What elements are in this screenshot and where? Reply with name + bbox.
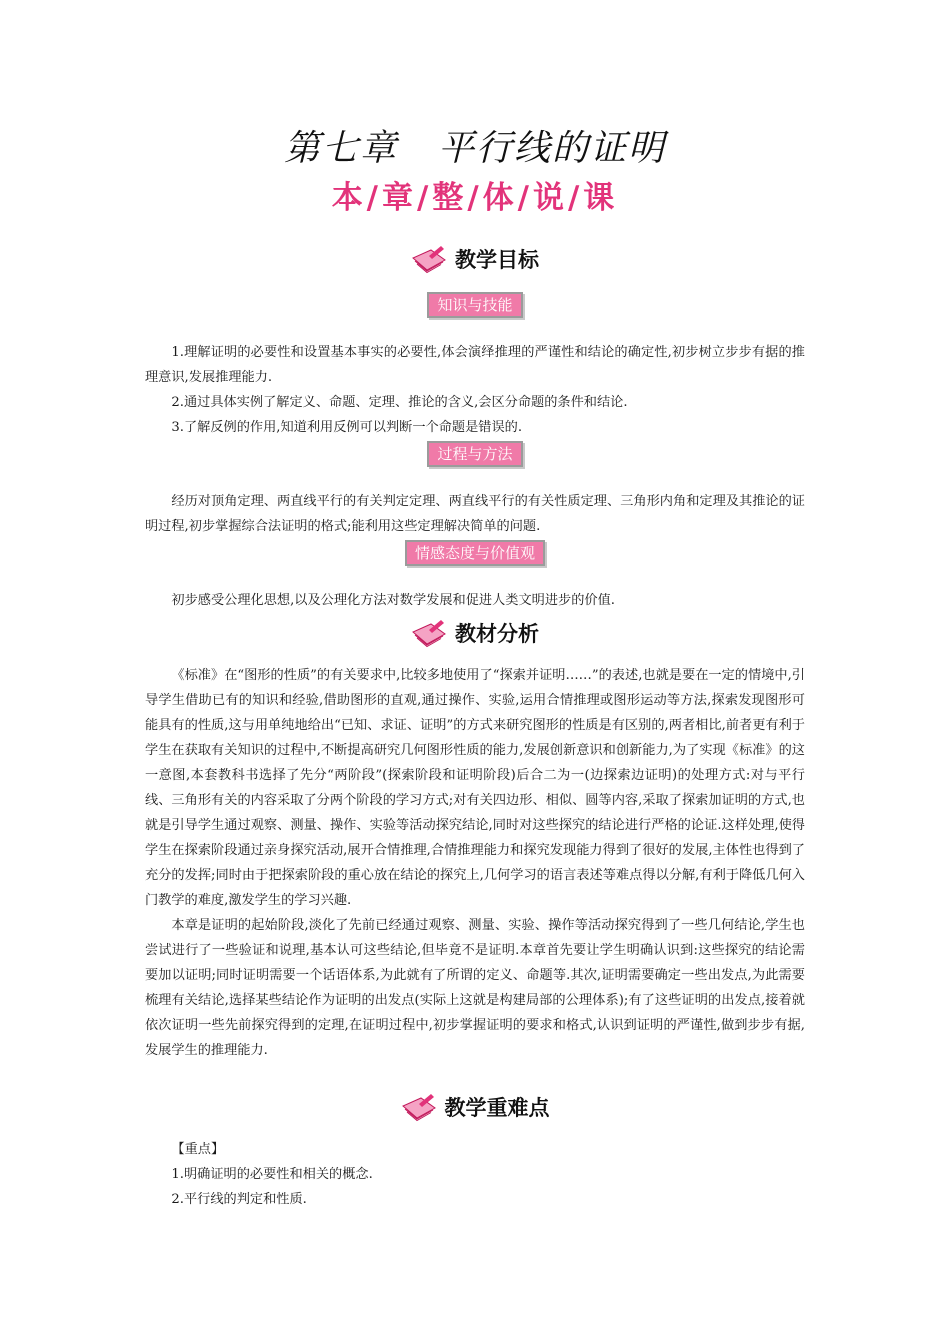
knowledge-item: 2.通过具体实例了解定义、命题、定理、推论的含义,会区分命题的条件和结论. <box>171 395 628 410</box>
analysis-text <box>145 663 805 1063</box>
badge-attitude-wrap <box>0 540 950 566</box>
chapter-number: 第七章 <box>283 128 398 169</box>
badge-knowledge-wrap <box>0 292 950 318</box>
attitude-text <box>145 588 805 613</box>
section-title: 教材分析 <box>455 622 539 646</box>
book-pen-icon <box>401 1092 437 1122</box>
chapter-subtitle: 本/章/整/体/说/课 <box>331 180 619 216</box>
badge-process-wrap <box>0 441 950 467</box>
section-heading-keypoints <box>0 1092 950 1126</box>
knowledge-item: 1.理解证明的必要性和设置基本事实的必要性,体会演绎推理的严谨性和结论的确定性,初步树立步步有据的推理意识,发展推理能力. <box>145 345 805 385</box>
badge-process: 过程与方法 <box>427 441 522 467</box>
keypoints-label: 【重点】 <box>171 1142 225 1157</box>
chapter-name: 平行线的证明 <box>438 128 667 169</box>
chapter-title <box>0 120 950 171</box>
badge-knowledge: 知识与技能 <box>427 292 522 318</box>
keypoints-text <box>145 1137 805 1212</box>
book-pen-icon <box>411 618 447 648</box>
badge-attitude: 情感态度与价值观 <box>405 540 545 566</box>
knowledge-item: 3.了解反例的作用,知道利用反例可以判断一个命题是错误的. <box>171 420 523 435</box>
section-heading-analysis <box>0 618 950 652</box>
section-title: 教学重难点 <box>444 1096 550 1120</box>
book-pen-icon <box>411 244 447 274</box>
process-text <box>145 489 805 539</box>
section-title: 教学目标 <box>455 248 539 272</box>
section-heading-goals <box>0 244 950 278</box>
knowledge-items <box>145 340 805 440</box>
analysis-paragraph: 《标准》在“图形的性质”的有关要求中,比较多地使用了“探索并证明……”的表述,也就是要在一定的情境中,引导学生借助已有的知识和经验,借助图形的直观,通过操作、实验,运用合情推理或图形运动等方法,探索发现图形可能具有的性质,这与用单纯地给出“已知、求证、证明”的方式来研究图形的性质是有区别的,两者相比,前者更有利于学生在获取有关知识的过程中,不断提高研究几何图形性质的能力,发展创新意识和创新能力,为了实现《标准》的这一意图,本套教科书选择了先分“两阶段”(探索阶段和证明阶段)后合二为一(边探索边证明)的处理方式:对与平行线、三角形有关的内容采取了分两个阶段的学习方式;对有关四边形、相似、圆等内容,采取了探索加证明的方式,也就是引导学生通过观察、测量、操作、实验等活动探究结论,同时对这些探究的结论进行严格的论证.这样处理,使得学生在探索阶段通过亲身探究活动,展开合情推理,合情推理能力和探究发现能力得到了很好的发展,主体性也得到了充分的发挥;同时由于把探索阶段的重心放在结论的探究上,几何学习的语言表述等难点得以分解,有利于降低几何入门教学的难度,激发学生的学习兴趣. <box>145 668 805 908</box>
attitude-paragraph: 初步感受公理化思想,以及公理化方法对数学发展和促进人类文明进步的价值. <box>171 593 615 608</box>
analysis-paragraph: 本章是证明的起始阶段,淡化了先前已经通过观察、测量、实验、操作等活动探究得到了一些几何结论,学生也尝试进行了一些验证和说理,基本认可这些结论,但毕竟不是证明.本章首先要让学生明确认识到:这些探究的结论需要加以证明;同时证明需要一个话语体系,为此就有了所谓的定义、命题等.其次,证明需要确定一些出发点,为此需要梳理有关结论,选择某些结论作为证明的出发点(实际上这就是构建局部的公理体系);有了这些证明的出发点,接着就依次证明一些先前探究得到的定理,在证明过程中,初步掌握证明的要求和格式,认识到证明的严谨性,做到步步有据,发展学生的推理能力. <box>145 918 805 1058</box>
keypoint-item: 2.平行线的判定和性质. <box>171 1192 307 1207</box>
process-paragraph: 经历对顶角定理、两直线平行的有关判定定理、两直线平行的有关性质定理、三角形内角和定理及其推论的证明过程,初步掌握综合法证明的格式;能利用这些定理解决简单的问题. <box>145 494 805 534</box>
keypoint-item: 1.明确证明的必要性和相关的概念. <box>171 1167 373 1182</box>
